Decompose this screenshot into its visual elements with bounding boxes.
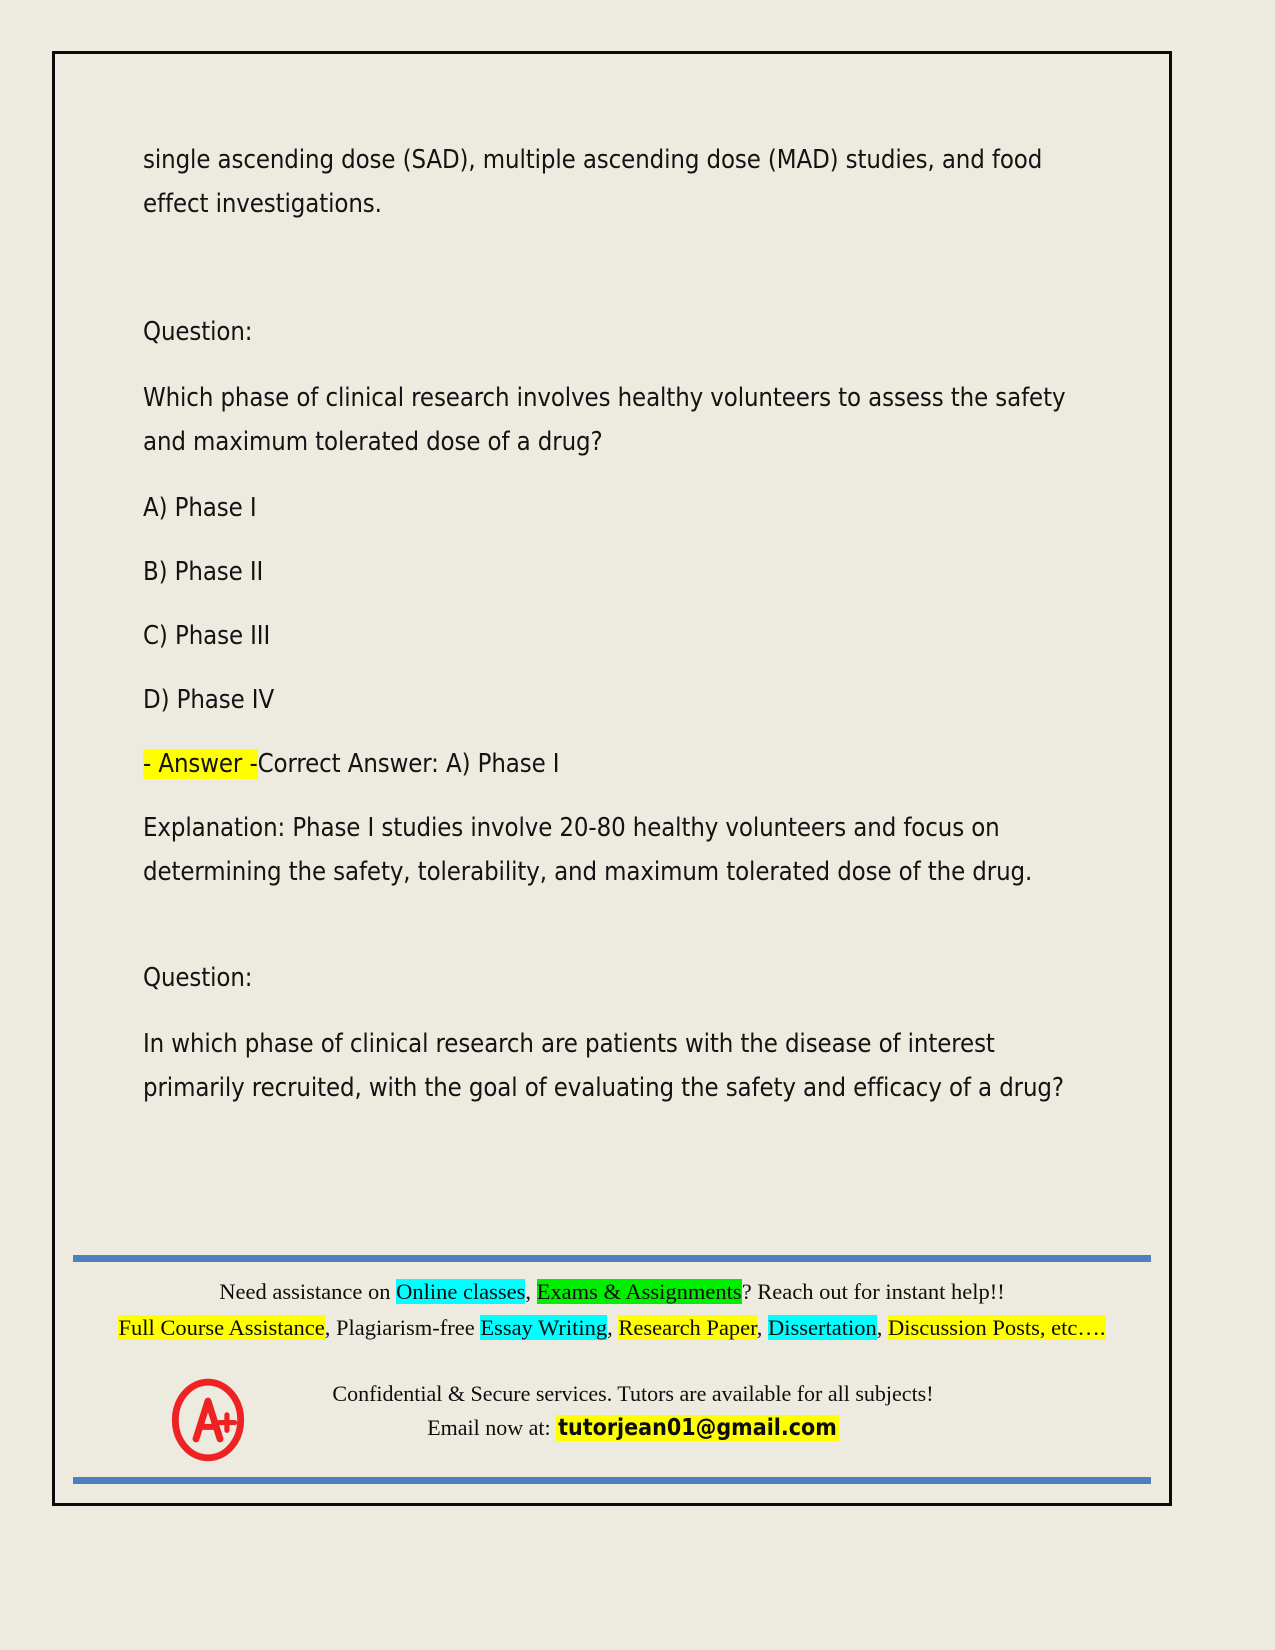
footer-highlight-essay-writing: Essay Writing — [480, 1315, 608, 1340]
footer-text-part: , — [756, 1315, 769, 1340]
question1-label: Question: — [143, 317, 253, 347]
answer-text: Correct Answer: A) Phase I — [257, 749, 560, 779]
question2-text: In which phase of clinical research are patients with the disease of interest primarily recruited, with the goal of evaluating the safety and efficacy of a drug? — [143, 1029, 1064, 1103]
footer-promo-line-1 — [55, 1279, 1169, 1305]
footer-highlight-dissertation: Dissertation — [768, 1315, 877, 1340]
footer-email-label: Email now at: — [427, 1415, 557, 1440]
page-footer — [55, 1255, 1169, 1503]
option-c: C) Phase III — [143, 621, 271, 651]
question1-text: Which phase of clinical research involves healthy volunteers to assess the safety and maximum tolerated dose of a drug? — [143, 383, 1066, 457]
option-b: B) Phase II — [143, 557, 264, 587]
section-spacer — [143, 916, 1093, 956]
footer-promo-line-2 — [55, 1315, 1169, 1341]
footer-highlight-online-classes: Online classes — [396, 1279, 526, 1304]
footer-highlight-exams-assignments: Exams & Assignments — [536, 1279, 742, 1304]
footer-email-address[interactable]: tutorjean01@gmail.com — [558, 1415, 837, 1441]
answer-marker: - Answer - — [143, 749, 258, 779]
document-page — [52, 51, 1172, 1506]
intro-paragraph: single ascending dose (SAD), multiple ascending dose (MAD) studies, and food effect investigations. — [143, 145, 1043, 219]
footer-confidential-line: Confidential & Secure services. Tutors are available for all subjects! — [332, 1381, 934, 1406]
paragraph-spacer — [143, 248, 1093, 310]
footer-text-part: Need assistance on — [219, 1279, 397, 1304]
footer-divider-bottom — [73, 1477, 1151, 1484]
footer-highlight-full-course: Full Course Assistance — [118, 1315, 325, 1340]
footer-text-part: , — [876, 1315, 888, 1340]
footer-email-line — [223, 1415, 1043, 1441]
footer-text-part: , — [525, 1279, 537, 1304]
footer-highlight-research-paper: Research Paper — [618, 1315, 757, 1340]
footer-text-part: , — [607, 1315, 619, 1340]
option-d: D) Phase IV — [143, 685, 275, 715]
footer-divider-top — [73, 1255, 1151, 1262]
explanation-paragraph: Explanation: Phase I studies involve 20-80 healthy volunteers and focus on determining the safety, tolerability, and maximum tolerated dose of the drug. — [143, 813, 1033, 887]
footer-text-part: , Plagiarism-free — [324, 1315, 481, 1340]
option-a: A) Phase I — [143, 493, 257, 523]
answer-line — [143, 742, 1093, 786]
document-body — [143, 138, 1093, 1132]
footer-text-part: ? Reach out for instant help!! — [741, 1279, 1005, 1304]
footer-highlight-discussion-posts: Discussion Posts, etc…. — [888, 1315, 1106, 1340]
question2-label: Question: — [143, 963, 253, 993]
